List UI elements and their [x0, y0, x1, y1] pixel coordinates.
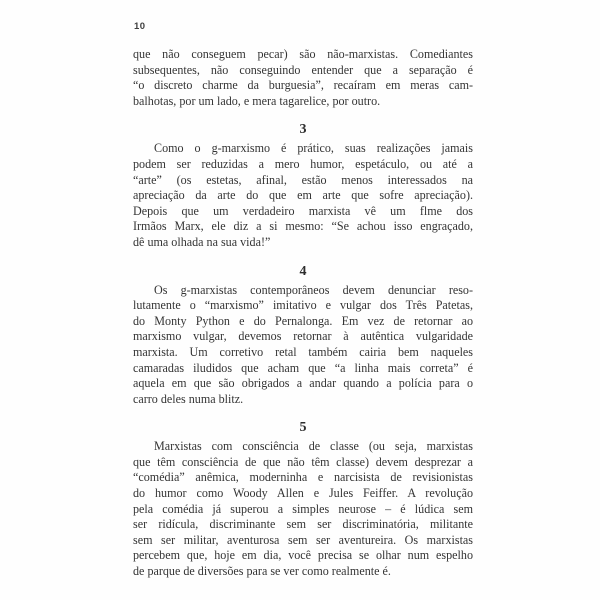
text-line: lutamente o “marxismo” imitativo e vulgar dos Três Patetas, — [133, 298, 473, 313]
text-line: que não conseguem pecar) são não-marxistas. Comediantes — [133, 47, 473, 61]
text-line: subsequentes, não conseguindo entender que a separação é — [133, 62, 473, 77]
paragraph — [133, 47, 473, 109]
paragraph — [133, 439, 473, 579]
text-line: Irmãos Marx, ele diz a si mesmo: “Se achou isso engraçado, — [133, 219, 473, 234]
text-line: ser ridícula, discriminante sem ser discriminatória, militante — [133, 517, 473, 532]
section-number: 3 — [299, 122, 307, 138]
text-line: aquela em que são obrigados a andar quando a polícia para o — [133, 376, 473, 391]
text-line: “comédia” anêmica, moderninha e narcisista de revisionistas — [133, 470, 473, 485]
text-line: que têm consciência de que não têm classe) devem desprezar a — [133, 454, 473, 469]
page-content — [133, 47, 473, 580]
paragraph — [133, 141, 473, 250]
text-line: dê uma olhada na sua vida!” — [133, 234, 271, 249]
text-line: “o discreto charme da burguesia”, recaíram em meras cam- — [133, 78, 473, 93]
text-line: Marxistas com consciência de classe (ou seja, marxistas — [154, 439, 473, 454]
text-line: percebem que, hoje em dia, você precisa se olhar num espelho — [133, 548, 473, 563]
text-line: do Monty Python e do Pernalonga. Em vez de retornar ao — [133, 313, 473, 328]
text-line: pela comédia já superou a simples neurose – é lúdica sem — [133, 501, 473, 516]
text-line: podem ser reduzidas a mero humor, espetáculo, ou até a — [133, 156, 473, 171]
text-line: de parque de diversões para se ver como realmente é. — [133, 564, 391, 579]
text-line: do humor como Woody Allen e Jules Feiffer. A revolução — [133, 486, 473, 501]
text-line: apreciação da arte do que em arte que sofre apreciação). — [133, 188, 473, 203]
text-line: Como o g-marxismo é prático, suas realizações jamais — [154, 141, 473, 156]
text-line: marxismo vulgar, devemos retornar à autêntica vulgaridade — [133, 329, 473, 344]
text-line: balhotas, por um lado, e mera tagarelice, por outro. — [133, 93, 381, 108]
text-line: Os g-marxistas contemporâneos devem denunciar reso- — [154, 282, 473, 297]
text-line: marxista. Um corretivo retal também cairia bem naqueles — [133, 344, 473, 359]
page-number: 10 — [134, 21, 146, 32]
text-line: Depois que um verdadeiro marxista vê um flme dos — [133, 203, 473, 218]
section-number: 4 — [299, 263, 307, 279]
text-line: sem ser militar, aventurosa sem ser aventureira. Os marxistas — [133, 532, 473, 547]
paragraph — [133, 283, 473, 408]
text-line: “arte” (os estetas, afinal, estão menos interessados na — [133, 172, 473, 187]
text-line: camaradas iludidos que acham que “a linha mais correta” é — [133, 360, 473, 375]
text-line: carro deles numa blitz. — [133, 391, 244, 406]
section-number: 5 — [299, 420, 307, 436]
